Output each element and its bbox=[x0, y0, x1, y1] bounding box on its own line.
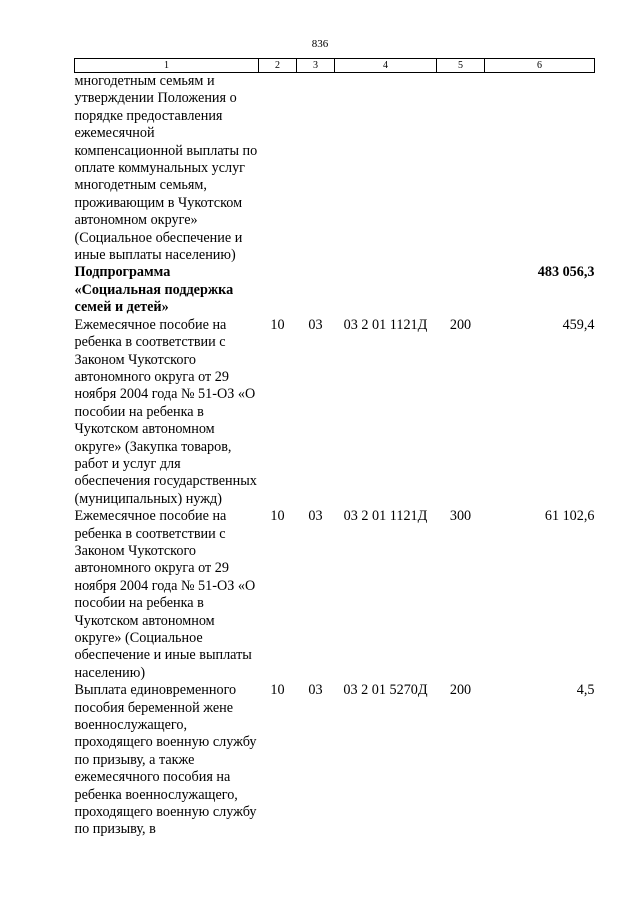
row-name: Выплата единовременного пособия беременной жене военнослужащего, проходящего военную службу по призыву, а также ежемесячного пособия на ребенка военнослужащего, проходящего военную службу по призыву, в bbox=[74, 682, 257, 838]
row-expense-type bbox=[437, 264, 485, 316]
row-amount bbox=[485, 73, 595, 265]
row-section bbox=[259, 73, 297, 265]
row-subsection bbox=[297, 264, 335, 316]
table-row bbox=[75, 317, 595, 508]
page-number: 836 bbox=[311, 38, 329, 50]
row-subsection: 03 bbox=[308, 316, 323, 333]
row-target-article: 03 2 01 1121Д bbox=[343, 316, 428, 333]
row-section: 10 bbox=[270, 316, 285, 333]
budget-table bbox=[74, 58, 595, 839]
column-header-6: 6 bbox=[485, 59, 595, 73]
row-amount: 4,5 bbox=[576, 682, 595, 699]
row-section bbox=[259, 264, 297, 316]
row-name: Ежемесячное пособие на ребенка в соответствии с Законом Чукотского автономного округа от 29 ноября 2004 года № 51-ОЗ «О пособии на ребенка в Чукотском автономном округе» (Социальное обеспечение и иные выплаты населению) bbox=[74, 508, 256, 681]
column-header-2: 2 bbox=[259, 59, 297, 73]
row-subsection: 03 bbox=[308, 682, 323, 699]
subprogram-name: Подпрограмма «Социальная поддержка семей и детей» bbox=[74, 264, 234, 316]
row-expense-type: 300 bbox=[449, 508, 472, 525]
subprogram-row bbox=[75, 264, 595, 316]
table-body bbox=[75, 73, 595, 839]
row-target-article: 03 2 01 1121Д bbox=[343, 508, 428, 525]
column-header-3: 3 bbox=[297, 59, 335, 73]
table-row bbox=[75, 682, 595, 839]
table-row bbox=[75, 73, 595, 265]
header-row bbox=[75, 59, 595, 73]
row-name: многодетным семьям и утверждении Положения о порядке предоставления ежемесячной компенсационной выплаты по оплате коммунальных услуг многодетным семьям, проживающим в Чукотском автономном округе» (Социальное обеспечение и иные выплаты населению) bbox=[74, 73, 258, 264]
row-name: Ежемесячное пособие на ребенка в соответствии с Законом Чукотского автономного округа от 29 ноября 2004 года № 51-ОЗ «О пособии на ребенка в Чукотском автономном округе» (Закупка товаров, работ и услуг для обеспечения государственных (муниципальных) нужд) bbox=[74, 316, 257, 507]
row-amount: 61 102,6 bbox=[544, 508, 595, 525]
row-section: 10 bbox=[270, 508, 285, 525]
column-header-1: 1 bbox=[75, 59, 259, 73]
row-expense-type: 200 bbox=[449, 682, 472, 699]
row-amount: 459,4 bbox=[562, 316, 595, 333]
row-target-article bbox=[335, 264, 437, 316]
row-subsection: 03 bbox=[308, 508, 323, 525]
column-header-5: 5 bbox=[437, 59, 485, 73]
row-expense-type: 200 bbox=[449, 316, 472, 333]
table-header bbox=[75, 59, 595, 73]
row-expense-type bbox=[437, 73, 485, 265]
table-row bbox=[75, 508, 595, 682]
column-header-4: 4 bbox=[335, 59, 437, 73]
row-subsection bbox=[297, 73, 335, 265]
row-section: 10 bbox=[270, 682, 285, 699]
subprogram-amount: 483 056,3 bbox=[537, 264, 595, 281]
row-target-article bbox=[335, 73, 437, 265]
row-target-article: 03 2 01 5270Д bbox=[343, 682, 428, 699]
